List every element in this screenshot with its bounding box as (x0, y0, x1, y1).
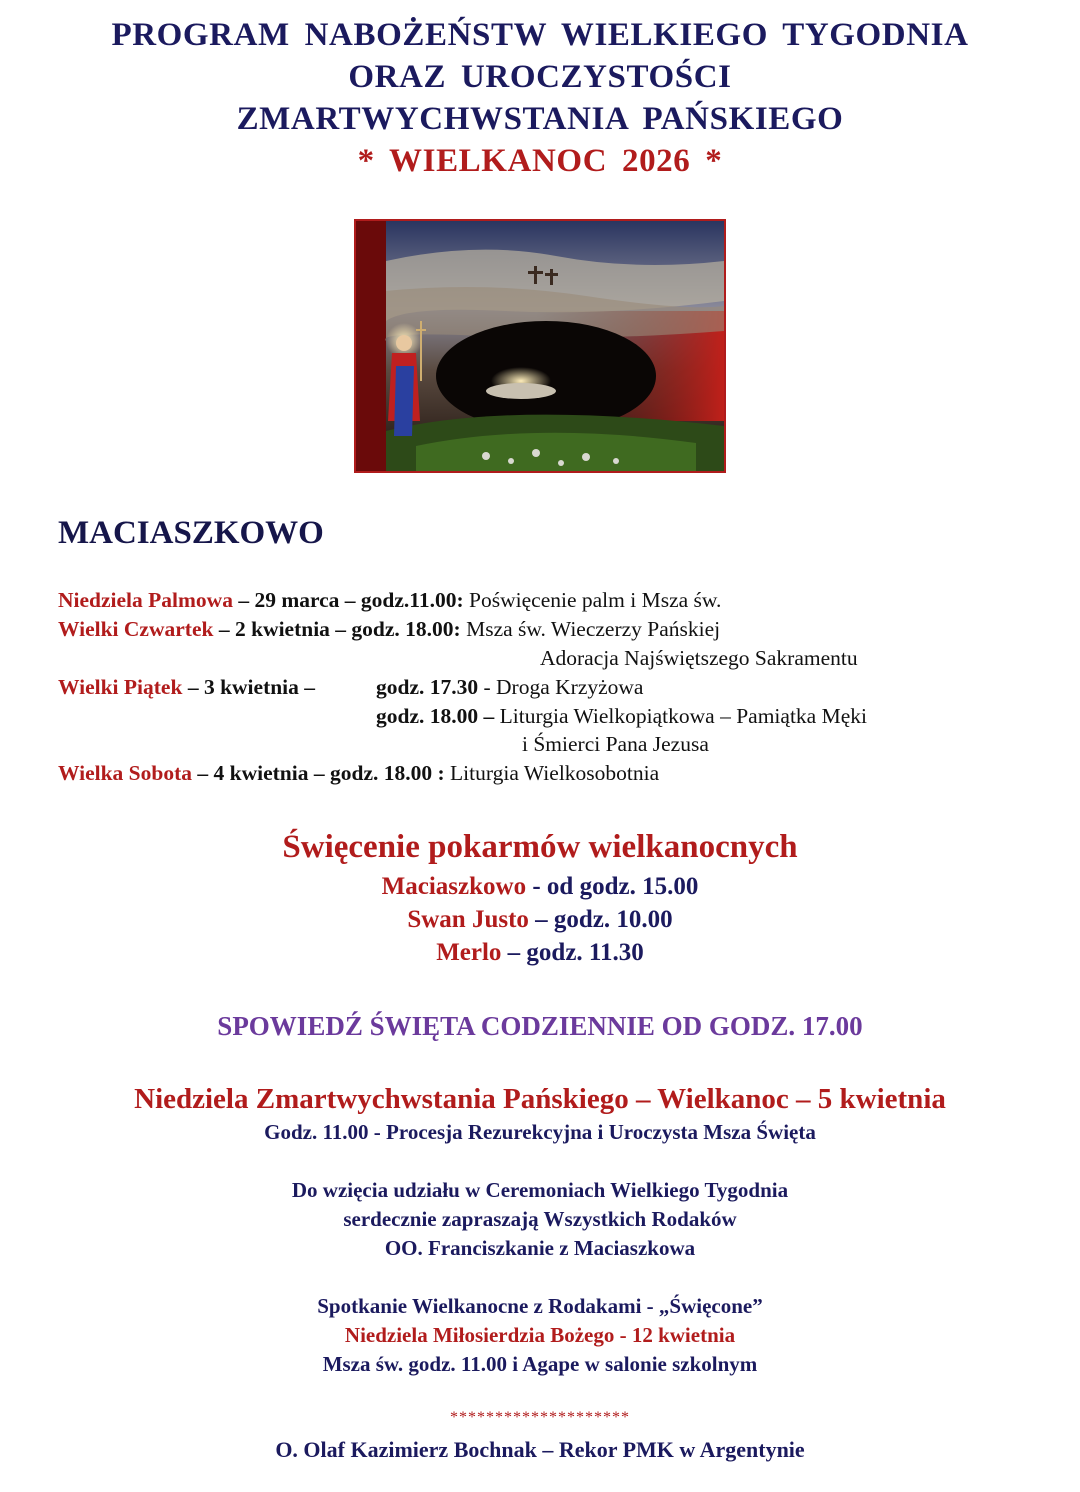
invitation-line-2: serdecznie zapraszają Wszystkich Rodaków (343, 1207, 737, 1231)
blessing-place: Merlo (436, 939, 502, 966)
holy-saturday-time: – 4 kwietnia – godz. 18.00 : (192, 761, 445, 785)
holy-thursday-time: – 2 kwietnia – godz. 18.00: (213, 617, 461, 641)
blessing-title: Święcenie pokarmów wielkanocnych (282, 829, 798, 865)
meeting-line-3: Msza św. godz. 11.00 i Agape w salonie szkolnym (322, 1352, 758, 1376)
good-friday-desc-1: - Droga Krzyżowa (478, 675, 644, 699)
holy-thursday-day: Wielki Czwartek (58, 617, 214, 641)
meeting-line-2: Niedziela Miłosierdzia Bożego - 12 kwietnia (344, 1323, 736, 1347)
good-friday-desc-2: Liturgia Wielkopiątkowa – Pamiątka Męki (494, 704, 867, 728)
holy-thursday-desc: Msza św. Wieczerzy Pańskiej (460, 617, 721, 641)
good-friday-time-2: godz. 18.00 – (376, 704, 495, 728)
meeting-line-1: Spotkanie Wielkanocne z Rodakami - „Święcone” (317, 1294, 763, 1318)
blessing-item (0, 937, 1080, 969)
confession-notice: SPOWIEDŹ ŚWIĘTA CODZIENNIE OD GODZ. 17.00 (217, 1011, 863, 1041)
good-friday-desc-3: i Śmierci Pana Jezusa (522, 732, 709, 756)
stars-divider: ******************** (450, 1409, 630, 1426)
resurrection-painting (354, 219, 726, 473)
blessing-time: - od godz. 15.00 (526, 873, 699, 900)
good-friday-day: Wielki Piątek (58, 675, 183, 699)
schedule-holy-thursday (58, 615, 720, 643)
schedule-holy-saturday (58, 759, 659, 787)
good-friday-line-1 (376, 673, 643, 701)
holy-saturday-desc: Liturgia Wielkosobotnia (444, 761, 660, 785)
good-friday-time-1: godz. 17.30 (376, 675, 479, 699)
blessing-place: Swan Justo (407, 906, 529, 933)
blessing-time: – godz. 10.00 (528, 906, 673, 933)
holy-thursday-desc-2: Adoracja Najświętszego Sakramentu (540, 646, 858, 670)
easter-subtitle: Godz. 11.00 - Procesja Rezurekcyjna i Uroczysta Msza Święta (264, 1120, 816, 1144)
blessing-item (0, 904, 1080, 936)
palm-sunday-desc: Poświęcenie palm i Msza św. (463, 588, 722, 612)
title-line-4: * WIELKANOC 2026 * (357, 143, 723, 179)
blessing-item (0, 871, 1080, 903)
invitation-line-1: Do wzięcia udziału w Ceremoniach Wielkiego Tygodnia (291, 1178, 789, 1202)
palm-sunday-day: Niedziela Palmowa (58, 588, 233, 612)
schedule-good-friday (58, 673, 315, 701)
title-line-1: PROGRAM NABOŻEŃSTW WIELKIEGO TYGODNIA (111, 17, 969, 53)
page-title (0, 14, 1080, 182)
blessing-time: – godz. 11.30 (501, 939, 644, 966)
title-line-2: ORAZ UROCZYSTOŚCI (348, 59, 732, 95)
schedule-palm-sunday (58, 586, 721, 614)
good-friday-line-2 (376, 702, 867, 730)
good-friday-date: – 3 kwietnia – (182, 675, 316, 699)
blessing-place: Maciaszkowo (381, 873, 527, 900)
palm-sunday-time: – 29 marca – godz.11.00: (232, 588, 464, 612)
invitation-line-3: OO. Franciszkanie z Maciaszkowa (384, 1236, 696, 1260)
signature: O. Olaf Kazimierz Bochnak – Rekor PMK w Argentynie (275, 1437, 805, 1462)
section-title: MACIASZKOWO (58, 515, 324, 551)
easter-title: Niedziela Zmartwychwstania Pańskiego – Wielkanoc – 5 kwietnia (134, 1083, 946, 1115)
holy-saturday-day: Wielka Sobota (58, 761, 193, 785)
title-line-3: ZMARTWYCHWSTANIA PAŃSKIEGO (236, 101, 844, 137)
